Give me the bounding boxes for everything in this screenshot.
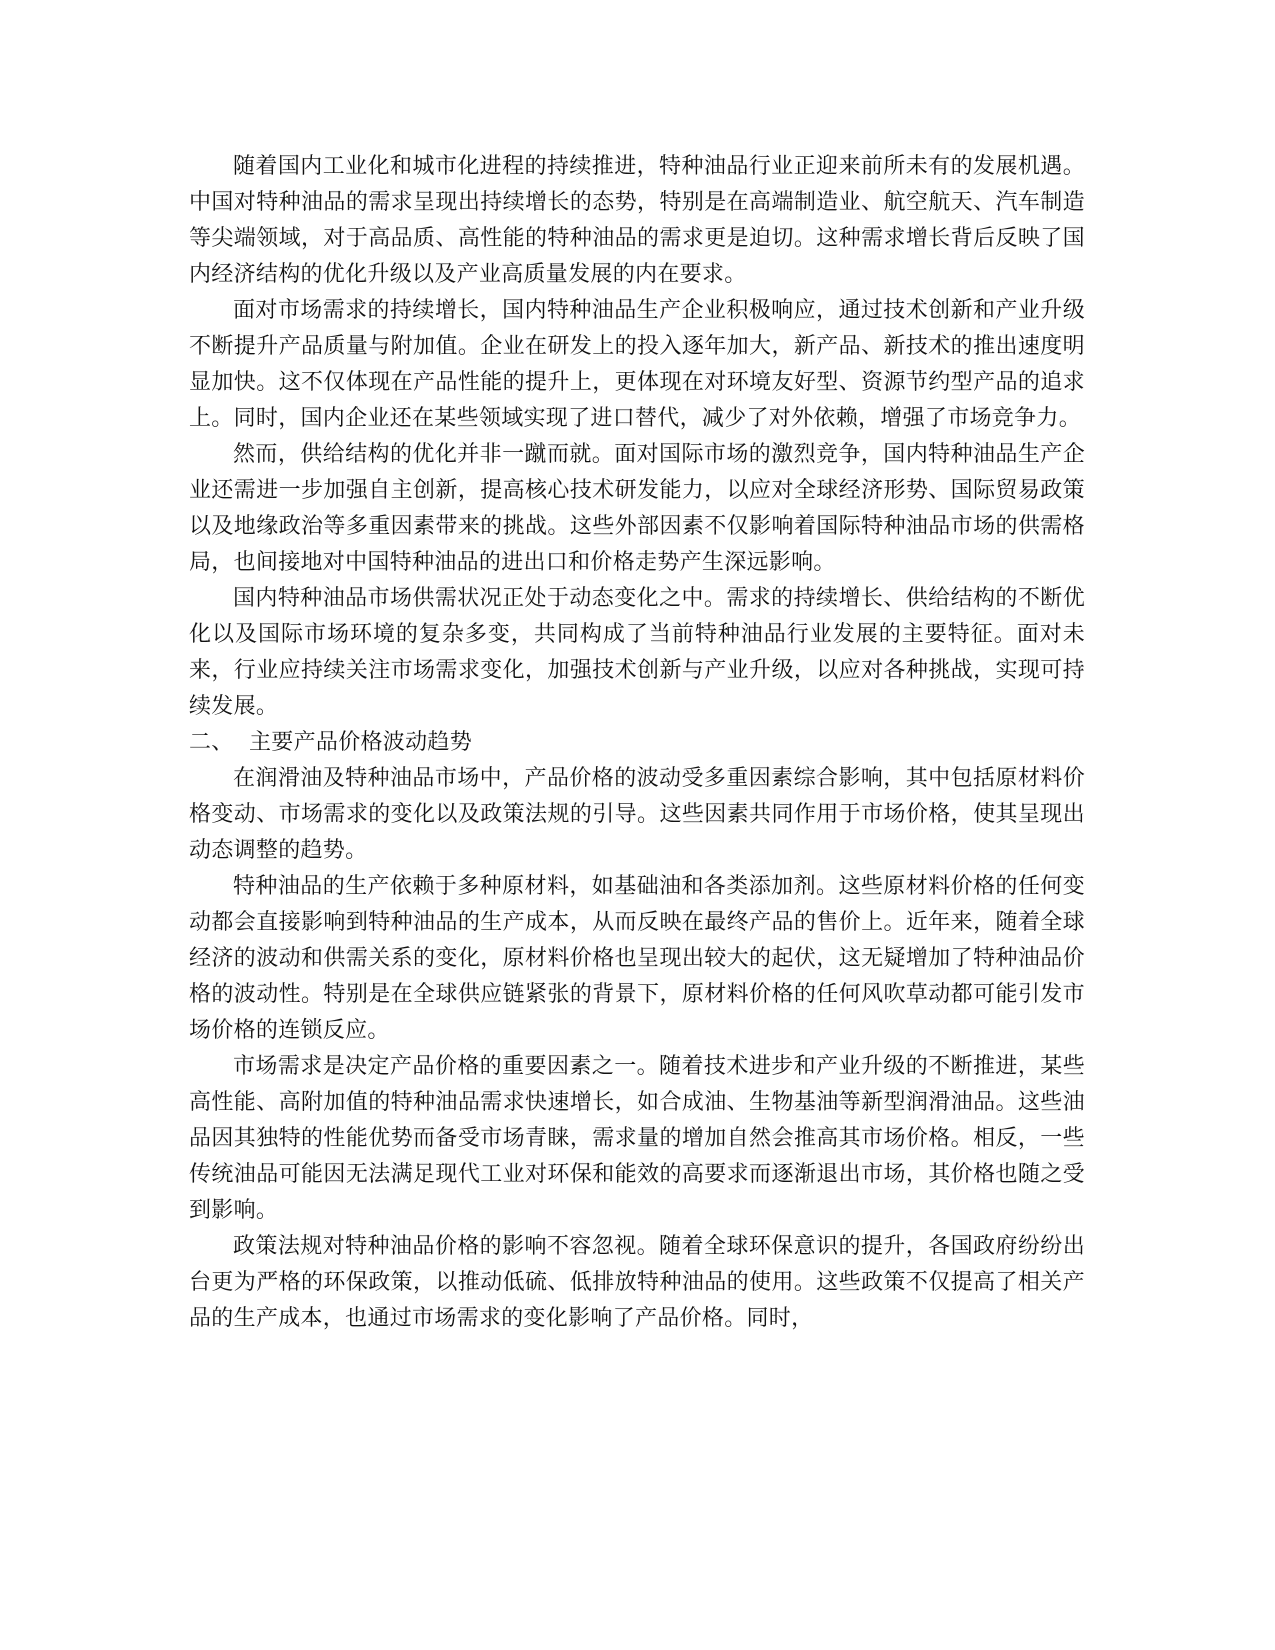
paragraph-market-summary: 国内特种油品市场供需状况正处于动态变化之中。需求的持续增长、供给结构的不断优化以及国际市场环境的复杂多变，共同构成了当前特种油品行业发展的主要特征。面对未来，行业应持续关注市场需求变化，加强技术创新与产业升级，以应对各种挑战，实现可持续发展。 [189, 586, 1085, 719]
document-body [189, 149, 1085, 1337]
paragraph-enterprise-response: 面对市场需求的持续增长，国内特种油品生产企业积极响应，通过技术创新和产业升级不断提升产品质量与附加值。企业在研发上的投入逐年加大，新产品、新技术的推出速度明显加快。这不仅体现在产品性能的提升上，更体现在对环境友好型、资源节约型产品的追求上。同时，国内企业还在某些领域实现了进口替代，减少了对外依赖，增强了市场竞争力。 [189, 298, 1085, 431]
paragraph-market-demand: 市场需求是决定产品价格的重要因素之一。随着技术进步和产业升级的不断推进，某些高性能、高附加值的特种油品需求快速增长，如合成油、生物基油等新型润滑油品。这些油品因其独特的性能优势而备受市场青睐，需求量的增加自然会推高其市场价格。相反，一些传统油品可能因无法满足现代工业对环保和能效的高要求而逐渐退出市场，其价格也随之受到影响。 [189, 1054, 1085, 1223]
paragraph-demand-growth: 随着国内工业化和城市化进程的持续推进，特种油品行业正迎来前所未有的发展机遇。中国对特种油品的需求呈现出持续增长的态势，特别是在高端制造业、航空航天、汽车制造等尖端领域，对于高品质、高性能的特种油品的需求更是迫切。这种需求增长背后反映了国内经济结构的优化升级以及产业高质量发展的内在要求。 [189, 154, 1085, 287]
paragraph-price-factors: 在润滑油及特种油品市场中，产品价格的波动受多重因素综合影响，其中包括原材料价格变动、市场需求的变化以及政策法规的引导。这些因素共同作用于市场价格，使其呈现出动态调整的趋势。 [189, 766, 1085, 863]
section-heading [189, 725, 1085, 761]
section-title: 主要产品价格波动趋势 [249, 730, 473, 755]
paragraph-supply-structure: 然而，供给结构的优化并非一蹴而就。面对国际市场的激烈竞争，国内特种油品生产企业还需进一步加强自主创新，提高核心技术研发能力，以应对全球经济形势、国际贸易政策以及地缘政治等多重因素带来的挑战。这些外部因素不仅影响着国际特种油品市场的供需格局，也间接地对中国特种油品的进出口和价格走势产生深远影响。 [189, 442, 1085, 575]
section-number: 二、 [189, 730, 234, 755]
paragraph-raw-materials: 特种油品的生产依赖于多种原材料，如基础油和各类添加剂。这些原材料价格的任何变动都会直接影响到特种油品的生产成本，从而反映在最终产品的售价上。近年来，随着全球经济的波动和供需关系的变化，原材料价格也呈现出较大的起伏，这无疑增加了特种油品价格的波动性。特别是在全球供应链紧张的背景下，原材料价格的任何风吹草动都可能引发市场价格的连锁反应。 [189, 874, 1085, 1043]
paragraph-policy-regulation: 政策法规对特种油品价格的影响不容忽视。随着全球环保意识的提升，各国政府纷纷出台更为严格的环保政策，以推动低硫、低排放特种油品的使用。这些政策不仅提高了相关产品的生产成本，也通过市场需求的变化影响了产品价格。同时， [189, 1234, 1085, 1331]
